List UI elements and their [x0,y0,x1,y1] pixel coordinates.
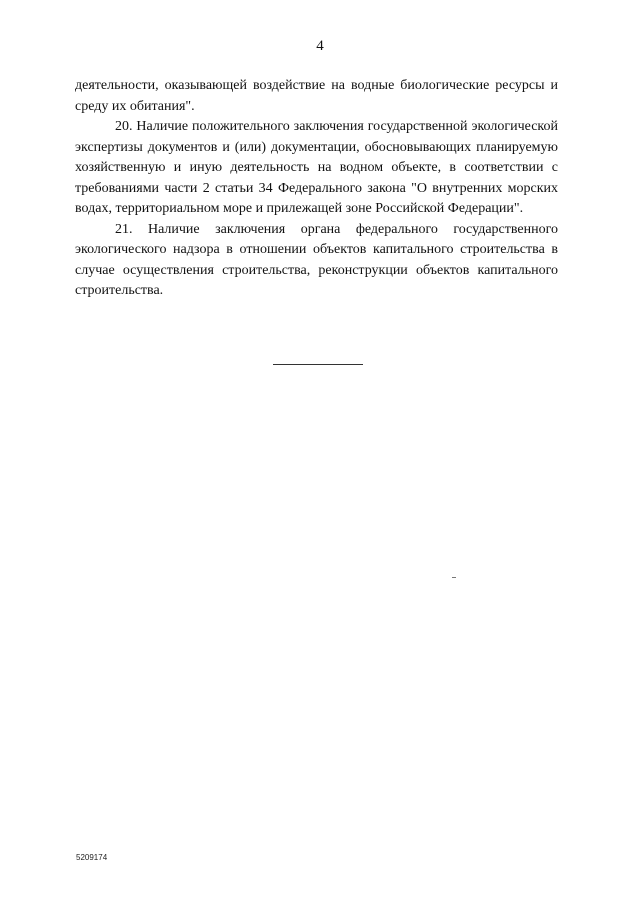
paragraph-continuation: деятельности, оказывающей воздействие на водные биологические ресурсы и среду их обитания". [75,78,558,114]
paragraph-item-21: 21. Наличие заключения органа федерального государственного экологического надзора в отношении объектов капитального строительства в случае осуществления строительства, реконструкции объектов капитального строительства. [75,221,558,298]
end-of-text-divider [273,364,363,365]
document-body [75,76,558,302]
scan-speck [452,577,456,578]
paragraph-item-20: 20. Наличие положительного заключения государственной экологической экспертизы документов и (или) документации, обосновывающих планируемую хозяйственную и иную деятельность на водном объекте, в соответствии с требованиями части 2 статьи 34 Федерального закона "О внутренних морских водах, территориальном море и прилежащей зоне Российской Федерации". [75,119,558,216]
document-code: 5209174 [76,853,108,862]
page-number: 4 [316,38,324,54]
